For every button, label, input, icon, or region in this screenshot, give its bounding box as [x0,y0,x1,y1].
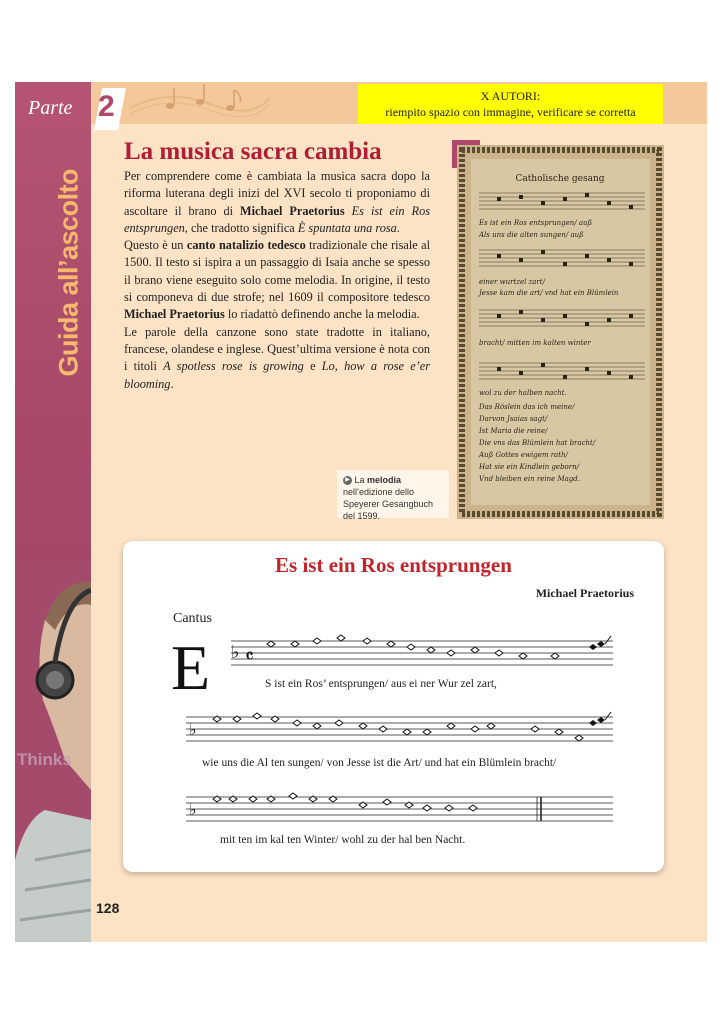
author-note-line1: X AUTORI: [480,89,541,103]
flat-sign-icon: ♭ [189,800,197,819]
svg-text:Das Röslein das ich meine/: Das Röslein das ich meine/ [479,403,575,411]
lyrics-line-1: S ist ein Ros’ entsprungen/ aus ei ner Wur zel zart, [265,678,497,690]
lyrics-line-2: wie uns die Al ten sungen/ von Jesse ist die Art/ und hat ein Blümlein bracht/ [202,757,557,769]
voice-label: Cantus [173,611,212,626]
music-notes-decoration-icon [130,78,270,124]
svg-text:wol zu der halben nacht.: wol zu der halben nacht. [479,389,567,397]
score-title: Es ist ein Ros entsprungen [275,553,512,577]
article-title: La musica sacra cambia [124,138,382,165]
svg-text:Ist Maria die reine/: Ist Maria die reine/ [479,427,548,435]
image-caption: ▶ La melodia nell’edizione dello Speyerer Gesangbuch del 1599. [337,470,449,518]
headphones-person-illustration [15,560,91,942]
flat-sign-icon: ♭ [231,642,240,663]
svg-text:Es ist ein Ros entsprungen/ au: Es ist ein Ros entsprungen/ auß [479,219,593,227]
page-number: 128 [96,900,120,916]
author-note-line2: riempito spazio con immagine, verificare se corretta [385,105,636,119]
part-number: 2 [98,90,115,123]
common-time-icon: 𝄴 [245,644,254,668]
svg-text:bracht/ mitten im kalten winte: bracht/ mitten im kalten winter [479,339,591,347]
svg-text:Darvon Jsaias sagt/: Darvon Jsaias sagt/ [479,415,548,423]
article-body: Per comprendere come è cambiata la musica sacra dopo la riforma luterana degli inizi del XVI secolo ti proponiamo di ascoltare il brano di Michael Praetorius Es ist ein Ros entsprungen, che tradotto significa È spuntata una rosa. Questo è un canto natalizio tedesco tradizionale che risale al 1500. Il testo si ispira a un passaggio di Isaia anche se spesso il brano viene eseguito solo come melodia. In origine, il testo si componeva di due strofe; nel 1609 il compositore tedesco Michael Praetorius lo riadattò definendo anche la melodia. Le parole della canzone sono state tradotte in italiano, francese, olandese e inglese. Quest’ultima versione è nota con i titoli A spotless rose is growing e Lo, how a rose e’er blooming. [124,169,431,391]
author-note-box [358,84,663,124]
svg-text:Auß Gottes ewigem rath/: Auß Gottes ewigem rath/ [479,451,568,459]
part-number-badge [92,86,126,132]
section-title-wrap [46,140,86,390]
svg-text:Jesse kam die art/ vnd hat ein: Jesse kam die art/ vnd hat ein Blümlein [479,289,619,297]
section-title: Guida all’ascolto [53,168,84,377]
historical-score-image [457,145,664,519]
score-composer: Michael Praetorius [535,586,634,600]
play-icon[interactable]: ▶ [343,476,352,485]
svg-text:Als uns die alten sungen/ auß: Als uns die alten sungen/ auß [479,231,584,239]
final-notes [589,636,611,726]
svg-text:Hat sie ein Kindlein geborn/: Hat sie ein Kindlein geborn/ [479,463,579,471]
flat-sign-icon: ♭ [189,720,197,739]
svg-text:Die vns das Blümlein hat brach: Die vns das Blümlein hat bracht/ [479,439,596,447]
svg-text:Vnd bleiben ein reine Magd.: Vnd bleiben ein reine Magd. [479,475,580,483]
watermark-text: Thinks [17,750,72,769]
svg-text:einer wurtzel zart/: einer wurtzel zart/ [479,278,545,286]
scan-heading: Catholische gesang [515,174,605,184]
lyrics-line-3: mit ten im kal ten Winter/ wohl zu der hal ben Nacht. [220,834,466,846]
part-label: Parte [28,97,73,119]
drop-cap-initial: E [171,632,211,703]
score-card [123,541,664,872]
music-staff [123,541,664,872]
